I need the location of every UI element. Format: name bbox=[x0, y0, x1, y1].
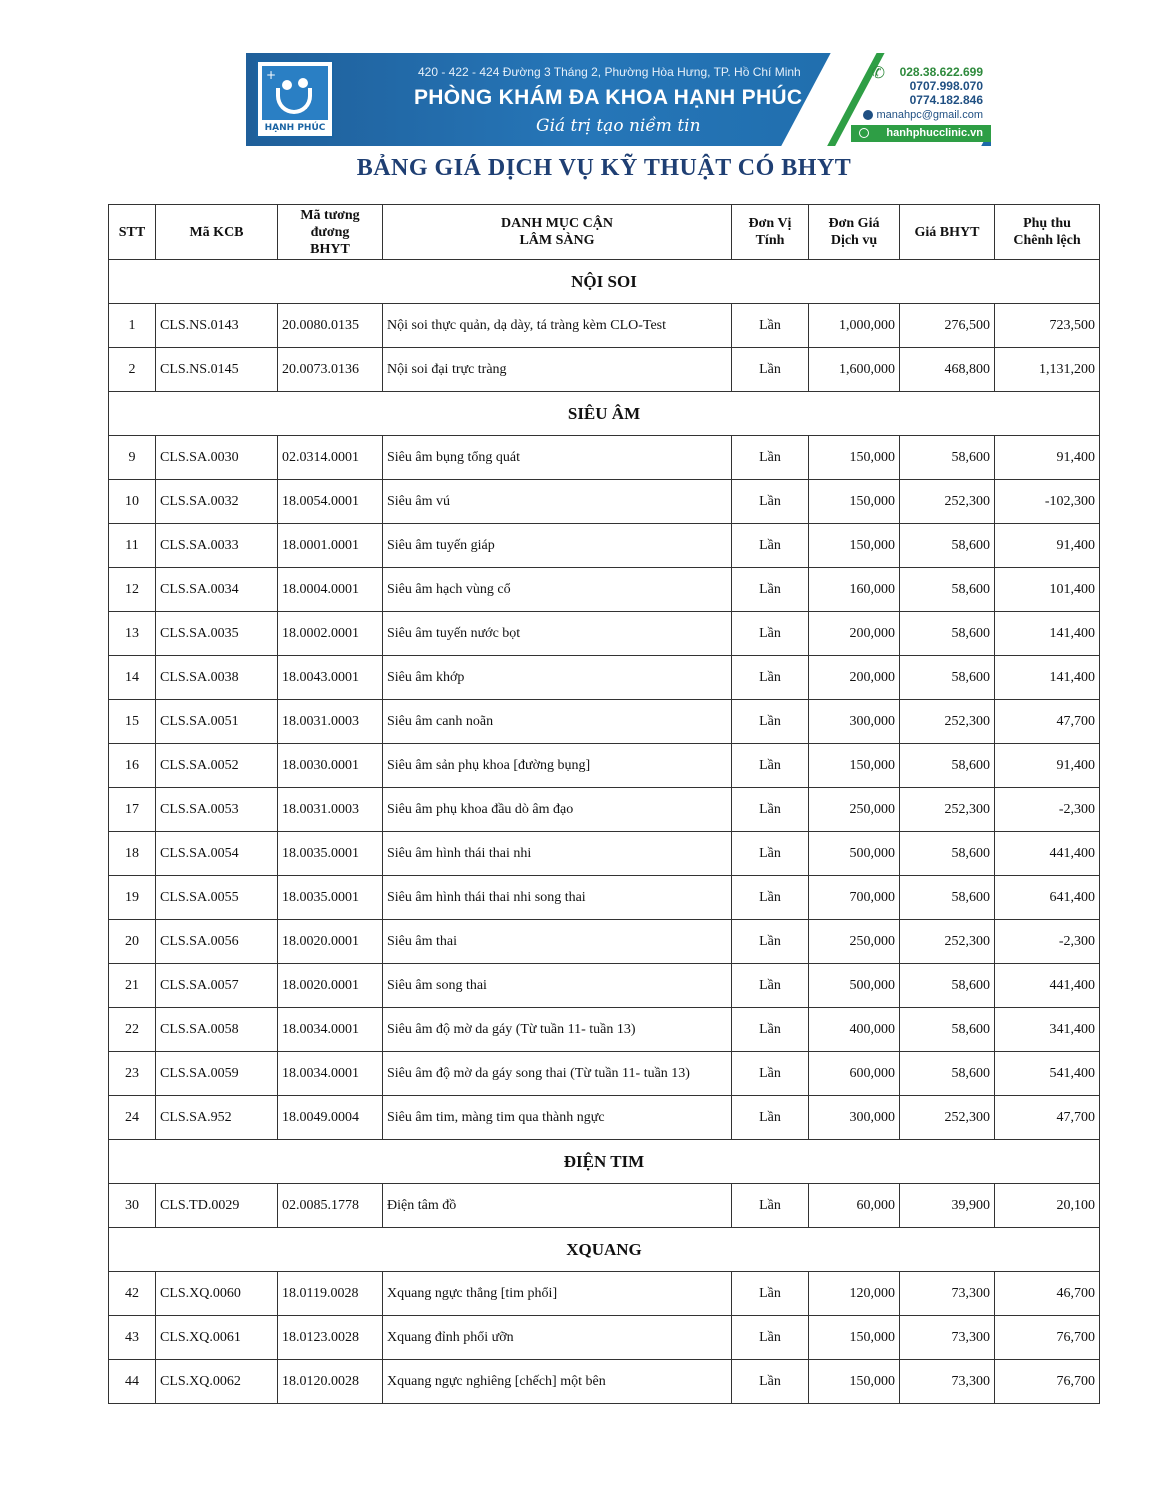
cell-service-name: Siêu âm độ mờ da gáy (Từ tuần 11- tuần 13) bbox=[383, 1008, 732, 1052]
cell-surcharge: 141,400 bbox=[995, 656, 1100, 700]
cell-service-name: Điện tâm đồ bbox=[383, 1184, 732, 1228]
clinic-logo bbox=[256, 60, 334, 138]
phone-number: 0707.998.070 bbox=[909, 79, 983, 93]
cell-ma-bhyt: 18.0001.0001 bbox=[278, 524, 383, 568]
table-row bbox=[109, 964, 1100, 1008]
cell-bhyt-price: 58,600 bbox=[900, 744, 995, 788]
globe-icon bbox=[859, 128, 869, 138]
cell-ma-bhyt: 18.0043.0001 bbox=[278, 656, 383, 700]
cell-bhyt-price: 252,300 bbox=[900, 920, 995, 964]
cell-ma-bhyt: 18.0120.0028 bbox=[278, 1360, 383, 1404]
cell-unit: Lần bbox=[732, 480, 809, 524]
cell-surcharge: 91,400 bbox=[995, 744, 1100, 788]
cell-service-name: Siêu âm tuyến giáp bbox=[383, 524, 732, 568]
cell-service-name: Siêu âm tuyến nước bọt bbox=[383, 612, 732, 656]
cell-service-price: 500,000 bbox=[809, 832, 900, 876]
cell-surcharge: 541,400 bbox=[995, 1052, 1100, 1096]
family-icon: + bbox=[262, 66, 328, 120]
table-row bbox=[109, 304, 1100, 348]
table-row bbox=[109, 1184, 1100, 1228]
cell-surcharge: 76,700 bbox=[995, 1360, 1100, 1404]
cell-service-name: Siêu âm khớp bbox=[383, 656, 732, 700]
cell-service-price: 1,000,000 bbox=[809, 304, 900, 348]
cell-service-price: 250,000 bbox=[809, 920, 900, 964]
cell-ma-bhyt: 18.0020.0001 bbox=[278, 920, 383, 964]
cell-service-name: Siêu âm hình thái thai nhi song thai bbox=[383, 876, 732, 920]
website-text: hanhphucclinic.vn bbox=[886, 127, 983, 139]
cell-ma-kcb: CLS.NS.0145 bbox=[156, 348, 278, 392]
cell-stt: 16 bbox=[109, 744, 156, 788]
cell-service-price: 500,000 bbox=[809, 964, 900, 1008]
cell-unit: Lần bbox=[732, 304, 809, 348]
phone-number: 0774.182.846 bbox=[909, 93, 983, 107]
cell-ma-kcb: CLS.SA.0056 bbox=[156, 920, 278, 964]
cell-ma-kcb: CLS.SA.0059 bbox=[156, 1052, 278, 1096]
cell-ma-bhyt: 18.0119.0028 bbox=[278, 1272, 383, 1316]
section-title: XQUANG bbox=[109, 1228, 1100, 1272]
cell-ma-kcb: CLS.SA.0053 bbox=[156, 788, 278, 832]
cell-ma-bhyt: 18.0020.0001 bbox=[278, 964, 383, 1008]
table-row bbox=[109, 920, 1100, 964]
cell-stt: 12 bbox=[109, 568, 156, 612]
cell-service-name: Xquang đỉnh phổi ưỡn bbox=[383, 1316, 732, 1360]
cell-service-name: Siêu âm phụ khoa đầu dò âm đạo bbox=[383, 788, 732, 832]
table-row bbox=[109, 1272, 1100, 1316]
section-header-row bbox=[109, 1228, 1100, 1272]
cell-service-price: 150,000 bbox=[809, 436, 900, 480]
table-row bbox=[109, 436, 1100, 480]
cell-ma-bhyt: 18.0035.0001 bbox=[278, 876, 383, 920]
table-row bbox=[109, 1008, 1100, 1052]
table-row bbox=[109, 1360, 1100, 1404]
cell-stt: 14 bbox=[109, 656, 156, 700]
clinic-slogan: Giá trị tạo niềm tin bbox=[536, 116, 701, 136]
phone-icon: ✆ bbox=[871, 63, 885, 82]
cell-stt: 44 bbox=[109, 1360, 156, 1404]
page-title: BẢNG GIÁ DỊCH VỤ KỸ THUẬT CÓ BHYT bbox=[356, 155, 852, 181]
cell-surcharge: -2,300 bbox=[995, 920, 1100, 964]
cell-surcharge: 723,500 bbox=[995, 304, 1100, 348]
cell-stt: 20 bbox=[109, 920, 156, 964]
cell-service-price: 1,600,000 bbox=[809, 348, 900, 392]
cell-ma-bhyt: 02.0085.1778 bbox=[278, 1184, 383, 1228]
cell-unit: Lần bbox=[732, 876, 809, 920]
cell-bhyt-price: 58,600 bbox=[900, 568, 995, 612]
cell-bhyt-price: 73,300 bbox=[900, 1316, 995, 1360]
cell-surcharge: -102,300 bbox=[995, 480, 1100, 524]
col-header-ma-kcb: Mã KCB bbox=[156, 205, 278, 260]
table-row bbox=[109, 524, 1100, 568]
cell-service-price: 400,000 bbox=[809, 1008, 900, 1052]
cell-ma-bhyt: 18.0035.0001 bbox=[278, 832, 383, 876]
cell-ma-kcb: CLS.SA.0051 bbox=[156, 700, 278, 744]
cell-ma-kcb: CLS.SA.0035 bbox=[156, 612, 278, 656]
col-header-don-vi: Đơn Vị Tính bbox=[732, 205, 809, 260]
cell-stt: 9 bbox=[109, 436, 156, 480]
cell-ma-kcb: CLS.SA.0058 bbox=[156, 1008, 278, 1052]
cell-service-name: Siêu âm sản phụ khoa [đường bụng] bbox=[383, 744, 732, 788]
cell-unit: Lần bbox=[732, 832, 809, 876]
col-header-danh-muc: DANH MỤC CẬN LÂM SÀNG bbox=[383, 205, 732, 260]
cell-stt: 1 bbox=[109, 304, 156, 348]
col-header-phu-thu: Phụ thu Chênh lệch bbox=[995, 205, 1100, 260]
cell-service-name: Siêu âm bụng tổng quát bbox=[383, 436, 732, 480]
cell-bhyt-price: 39,900 bbox=[900, 1184, 995, 1228]
table-row bbox=[109, 612, 1100, 656]
cell-stt: 21 bbox=[109, 964, 156, 1008]
table-body bbox=[109, 260, 1100, 1404]
cell-ma-kcb: CLS.SA.0038 bbox=[156, 656, 278, 700]
cell-unit: Lần bbox=[732, 436, 809, 480]
table-header-row bbox=[109, 205, 1100, 260]
table-row bbox=[109, 1052, 1100, 1096]
cell-surcharge: 141,400 bbox=[995, 612, 1100, 656]
cell-stt: 23 bbox=[109, 1052, 156, 1096]
cell-ma-bhyt: 18.0034.0001 bbox=[278, 1008, 383, 1052]
cell-ma-bhyt: 20.0080.0135 bbox=[278, 304, 383, 348]
cell-surcharge: -2,300 bbox=[995, 788, 1100, 832]
email-text: manahpc@gmail.com bbox=[876, 109, 983, 121]
cell-surcharge: 91,400 bbox=[995, 524, 1100, 568]
phone-number: 028.38.622.699 bbox=[899, 65, 983, 79]
table-row bbox=[109, 480, 1100, 524]
cell-ma-kcb: CLS.SA.0052 bbox=[156, 744, 278, 788]
cell-bhyt-price: 73,300 bbox=[900, 1360, 995, 1404]
table-row bbox=[109, 568, 1100, 612]
cell-unit: Lần bbox=[732, 1184, 809, 1228]
table-row bbox=[109, 348, 1100, 392]
cell-service-name: Xquang ngực thẳng [tim phổi] bbox=[383, 1272, 732, 1316]
cell-bhyt-price: 58,600 bbox=[900, 436, 995, 480]
cell-service-price: 150,000 bbox=[809, 1360, 900, 1404]
cell-bhyt-price: 58,600 bbox=[900, 612, 995, 656]
cell-surcharge: 341,400 bbox=[995, 1008, 1100, 1052]
cell-surcharge: 47,700 bbox=[995, 700, 1100, 744]
cell-service-name: Siêu âm tim, màng tim qua thành ngực bbox=[383, 1096, 732, 1140]
section-title: ĐIỆN TIM bbox=[109, 1140, 1100, 1184]
cell-unit: Lần bbox=[732, 1096, 809, 1140]
cell-unit: Lần bbox=[732, 1272, 809, 1316]
cell-service-price: 150,000 bbox=[809, 480, 900, 524]
cell-unit: Lần bbox=[732, 612, 809, 656]
cell-ma-bhyt: 18.0030.0001 bbox=[278, 744, 383, 788]
cell-ma-bhyt: 18.0034.0001 bbox=[278, 1052, 383, 1096]
cell-stt: 19 bbox=[109, 876, 156, 920]
cell-unit: Lần bbox=[732, 1008, 809, 1052]
clinic-address: 420 - 422 - 424 Đường 3 Tháng 2, Phường Hòa Hưng, TP. Hồ Chí Minh bbox=[418, 65, 801, 79]
cell-bhyt-price: 73,300 bbox=[900, 1272, 995, 1316]
table-row bbox=[109, 876, 1100, 920]
cell-unit: Lần bbox=[732, 788, 809, 832]
cell-stt: 22 bbox=[109, 1008, 156, 1052]
cell-service-price: 160,000 bbox=[809, 568, 900, 612]
clinic-banner bbox=[246, 53, 991, 146]
cell-bhyt-price: 252,300 bbox=[900, 788, 995, 832]
cell-service-price: 250,000 bbox=[809, 788, 900, 832]
cell-surcharge: 441,400 bbox=[995, 832, 1100, 876]
cell-stt: 17 bbox=[109, 788, 156, 832]
section-title: NỘI SOI bbox=[109, 260, 1100, 304]
cell-ma-kcb: CLS.SA.0030 bbox=[156, 436, 278, 480]
cell-unit: Lần bbox=[732, 524, 809, 568]
cell-service-price: 150,000 bbox=[809, 744, 900, 788]
cell-surcharge: 47,700 bbox=[995, 1096, 1100, 1140]
cell-ma-kcb: CLS.SA.0054 bbox=[156, 832, 278, 876]
cell-ma-kcb: CLS.SA.0055 bbox=[156, 876, 278, 920]
cell-bhyt-price: 252,300 bbox=[900, 700, 995, 744]
cell-unit: Lần bbox=[732, 1052, 809, 1096]
cell-unit: Lần bbox=[732, 700, 809, 744]
cell-ma-bhyt: 18.0004.0001 bbox=[278, 568, 383, 612]
cell-service-price: 120,000 bbox=[809, 1272, 900, 1316]
cell-stt: 30 bbox=[109, 1184, 156, 1228]
cell-surcharge: 641,400 bbox=[995, 876, 1100, 920]
table-row bbox=[109, 1096, 1100, 1140]
cell-unit: Lần bbox=[732, 964, 809, 1008]
cell-ma-kcb: CLS.SA.0057 bbox=[156, 964, 278, 1008]
table-row bbox=[109, 788, 1100, 832]
cell-bhyt-price: 58,600 bbox=[900, 832, 995, 876]
cell-service-name: Siêu âm hình thái thai nhi bbox=[383, 832, 732, 876]
cell-ma-bhyt: 18.0123.0028 bbox=[278, 1316, 383, 1360]
cell-stt: 11 bbox=[109, 524, 156, 568]
cell-surcharge: 46,700 bbox=[995, 1272, 1100, 1316]
cell-stt: 42 bbox=[109, 1272, 156, 1316]
cell-ma-bhyt: 18.0054.0001 bbox=[278, 480, 383, 524]
cell-bhyt-price: 276,500 bbox=[900, 304, 995, 348]
logo-text: HẠNH PHÚC bbox=[264, 123, 326, 133]
cell-bhyt-price: 252,300 bbox=[900, 480, 995, 524]
section-title: SIÊU ÂM bbox=[109, 392, 1100, 436]
cell-ma-kcb: CLS.SA.952 bbox=[156, 1096, 278, 1140]
cell-ma-kcb: CLS.SA.0032 bbox=[156, 480, 278, 524]
email-icon bbox=[863, 110, 873, 120]
cell-service-price: 150,000 bbox=[809, 524, 900, 568]
cell-stt: 15 bbox=[109, 700, 156, 744]
cell-ma-kcb: CLS.SA.0033 bbox=[156, 524, 278, 568]
cell-service-name: Siêu âm độ mờ da gáy song thai (Từ tuần 11- tuần 13) bbox=[383, 1052, 732, 1096]
cell-ma-kcb: CLS.XQ.0060 bbox=[156, 1272, 278, 1316]
section-header-row bbox=[109, 392, 1100, 436]
cell-service-price: 60,000 bbox=[809, 1184, 900, 1228]
cell-bhyt-price: 58,600 bbox=[900, 656, 995, 700]
cell-service-name: Siêu âm thai bbox=[383, 920, 732, 964]
cell-ma-bhyt: 18.0031.0003 bbox=[278, 788, 383, 832]
price-table bbox=[108, 204, 1100, 1404]
cell-bhyt-price: 58,600 bbox=[900, 876, 995, 920]
cell-unit: Lần bbox=[732, 656, 809, 700]
cell-service-price: 300,000 bbox=[809, 700, 900, 744]
cell-service-name: Siêu âm vú bbox=[383, 480, 732, 524]
cell-stt: 24 bbox=[109, 1096, 156, 1140]
clinic-website bbox=[851, 125, 991, 142]
cell-ma-bhyt: 18.0031.0003 bbox=[278, 700, 383, 744]
cell-stt: 10 bbox=[109, 480, 156, 524]
cell-surcharge: 91,400 bbox=[995, 436, 1100, 480]
cell-bhyt-price: 58,600 bbox=[900, 1008, 995, 1052]
table-row bbox=[109, 832, 1100, 876]
cell-service-price: 700,000 bbox=[809, 876, 900, 920]
cell-ma-bhyt: 18.0049.0004 bbox=[278, 1096, 383, 1140]
cell-service-name: Siêu âm hạch vùng cổ bbox=[383, 568, 732, 612]
cell-service-price: 300,000 bbox=[809, 1096, 900, 1140]
cell-stt: 18 bbox=[109, 832, 156, 876]
cell-ma-bhyt: 02.0314.0001 bbox=[278, 436, 383, 480]
cell-surcharge: 20,100 bbox=[995, 1184, 1100, 1228]
cell-service-name: Xquang ngực nghiêng [chếch] một bên bbox=[383, 1360, 732, 1404]
cell-ma-bhyt: 20.0073.0136 bbox=[278, 348, 383, 392]
table-row bbox=[109, 1316, 1100, 1360]
cell-service-name: Nội soi thực quản, dạ dày, tá tràng kèm CLO-Test bbox=[383, 304, 732, 348]
table-row bbox=[109, 700, 1100, 744]
cell-ma-kcb: CLS.NS.0143 bbox=[156, 304, 278, 348]
cell-ma-kcb: CLS.XQ.0061 bbox=[156, 1316, 278, 1360]
cell-service-name: Siêu âm canh noãn bbox=[383, 700, 732, 744]
cell-unit: Lần bbox=[732, 920, 809, 964]
cell-stt: 43 bbox=[109, 1316, 156, 1360]
cell-surcharge: 441,400 bbox=[995, 964, 1100, 1008]
cell-service-name: Nội soi đại trực tràng bbox=[383, 348, 732, 392]
cell-service-price: 600,000 bbox=[809, 1052, 900, 1096]
col-header-don-gia: Đơn Giá Dịch vụ bbox=[809, 205, 900, 260]
cell-ma-kcb: CLS.TD.0029 bbox=[156, 1184, 278, 1228]
cell-bhyt-price: 58,600 bbox=[900, 524, 995, 568]
cell-service-name: Siêu âm song thai bbox=[383, 964, 732, 1008]
cell-unit: Lần bbox=[732, 744, 809, 788]
cell-surcharge: 76,700 bbox=[995, 1316, 1100, 1360]
section-header-row bbox=[109, 260, 1100, 304]
col-header-stt: STT bbox=[109, 205, 156, 260]
table-row bbox=[109, 656, 1100, 700]
table-row bbox=[109, 744, 1100, 788]
cell-unit: Lần bbox=[732, 1316, 809, 1360]
section-header-row bbox=[109, 1140, 1100, 1184]
cell-stt: 2 bbox=[109, 348, 156, 392]
col-header-ma-bhyt: Mã tương đương BHYT bbox=[278, 205, 383, 260]
cell-stt: 13 bbox=[109, 612, 156, 656]
cell-unit: Lần bbox=[732, 348, 809, 392]
cell-bhyt-price: 58,600 bbox=[900, 964, 995, 1008]
cell-service-price: 200,000 bbox=[809, 656, 900, 700]
cell-unit: Lần bbox=[732, 568, 809, 612]
cell-bhyt-price: 252,300 bbox=[900, 1096, 995, 1140]
clinic-email bbox=[863, 109, 983, 121]
cell-ma-kcb: CLS.SA.0034 bbox=[156, 568, 278, 612]
cell-bhyt-price: 58,600 bbox=[900, 1052, 995, 1096]
cell-surcharge: 101,400 bbox=[995, 568, 1100, 612]
cell-surcharge: 1,131,200 bbox=[995, 348, 1100, 392]
cell-ma-kcb: CLS.XQ.0062 bbox=[156, 1360, 278, 1404]
cell-bhyt-price: 468,800 bbox=[900, 348, 995, 392]
cell-unit: Lần bbox=[732, 1360, 809, 1404]
cell-ma-bhyt: 18.0002.0001 bbox=[278, 612, 383, 656]
cell-service-price: 150,000 bbox=[809, 1316, 900, 1360]
col-header-gia-bhyt: Giá BHYT bbox=[900, 205, 995, 260]
cell-service-price: 200,000 bbox=[809, 612, 900, 656]
clinic-name: PHÒNG KHÁM ĐA KHOA HẠNH PHÚC bbox=[414, 86, 803, 109]
